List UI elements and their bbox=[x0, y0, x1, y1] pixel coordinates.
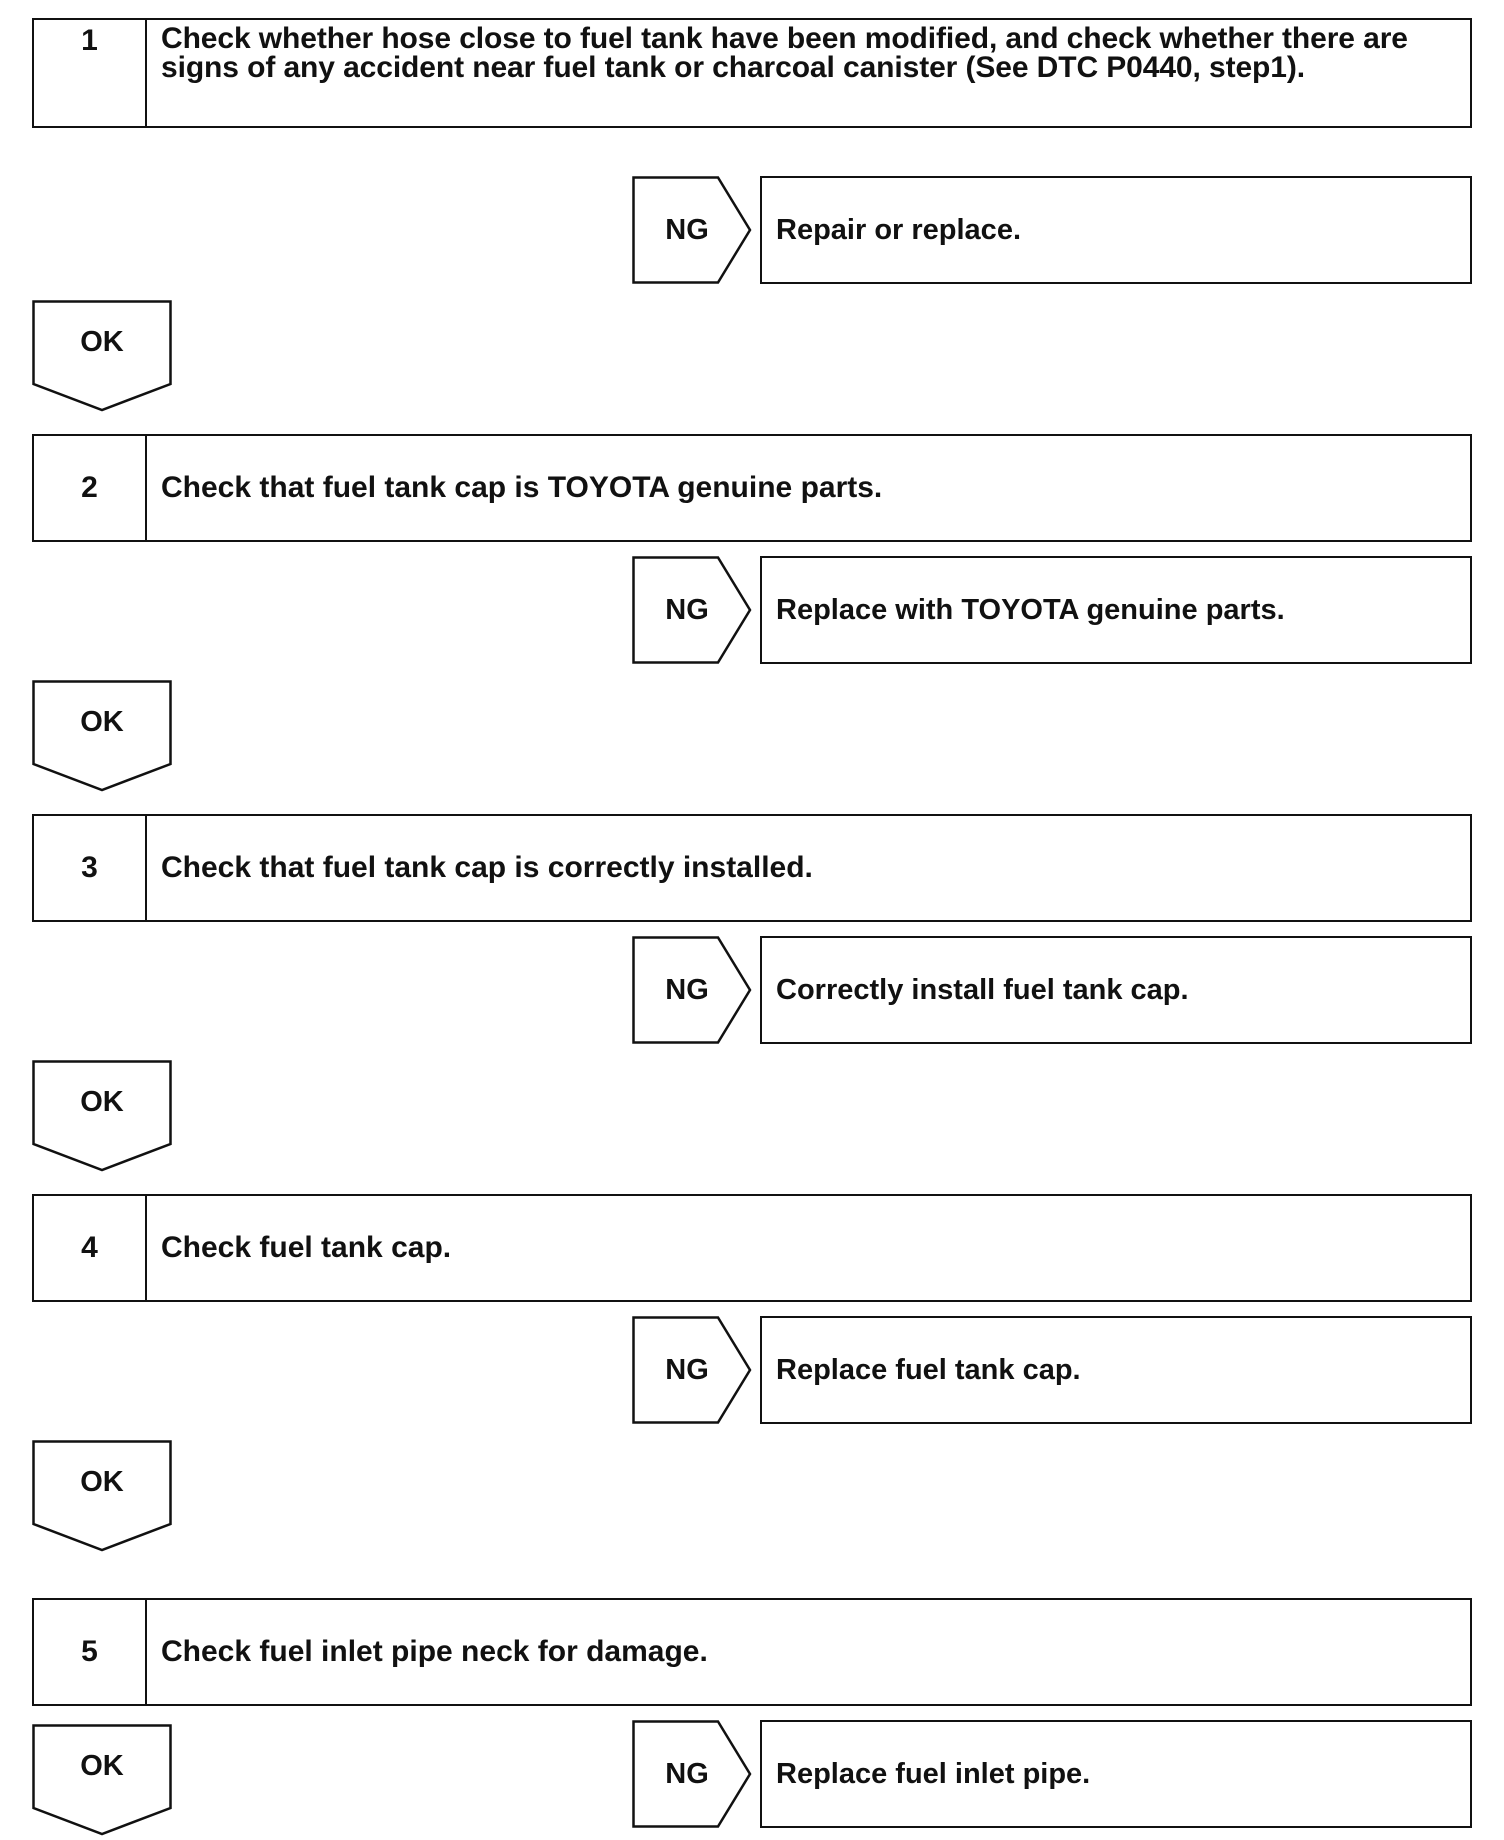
step-4-ng-tag bbox=[632, 1316, 752, 1424]
step-2-ok-tag bbox=[32, 680, 172, 792]
step-4-ok-label: OK bbox=[80, 1466, 124, 1498]
step-5-box bbox=[32, 1598, 1472, 1706]
step-2-ng-tag bbox=[632, 556, 752, 664]
step-3-box bbox=[32, 814, 1472, 922]
step-3-ng-label: NG bbox=[665, 973, 709, 1006]
step-3-ok-label: OK bbox=[80, 1086, 124, 1118]
step-3-ok-tag bbox=[32, 1060, 172, 1172]
step-5-text: Check fuel inlet pipe neck for damage. bbox=[161, 1635, 708, 1668]
step-5-ng-tag bbox=[632, 1720, 752, 1828]
step-5-ng-action: Replace fuel inlet pipe. bbox=[760, 1720, 1472, 1828]
step-1-ng-tag bbox=[632, 176, 752, 284]
step-2-ok-label: OK bbox=[80, 706, 124, 738]
step-1-ng-action: Repair or replace. bbox=[760, 176, 1472, 284]
step-3-ng-action: Correctly install fuel tank cap. bbox=[760, 936, 1472, 1044]
step-5-ok-label: OK bbox=[80, 1750, 124, 1782]
step-1-number: 1 bbox=[34, 20, 147, 126]
step-2-ng-action: Replace with TOYOTA genuine parts. bbox=[760, 556, 1472, 664]
step-1-box bbox=[32, 18, 1472, 128]
step-3-text: Check that fuel tank cap is correctly installed. bbox=[161, 851, 813, 884]
step-5-number: 5 bbox=[34, 1600, 147, 1704]
step-4-ok-tag bbox=[32, 1440, 172, 1552]
step-4-ng-label: NG bbox=[665, 1353, 709, 1386]
step-4-text: Check fuel tank cap. bbox=[161, 1231, 452, 1264]
step-4-ng-action: Replace fuel tank cap. bbox=[760, 1316, 1472, 1424]
step-4-number: 4 bbox=[34, 1196, 147, 1300]
step-5-ok-tag bbox=[32, 1724, 172, 1836]
step-1-ng-label: NG bbox=[665, 213, 709, 246]
step-3-number: 3 bbox=[34, 816, 147, 920]
step-1-text: Check whether hose close to fuel tank have been modified, and check whether there are signs of any accident near fuel tank or charcoal canister (See DTC P0440, step1). bbox=[161, 22, 1408, 84]
step-3-ng-tag bbox=[632, 936, 752, 1044]
step-2-text: Check that fuel tank cap is TOYOTA genuine parts. bbox=[161, 471, 883, 504]
step-2-ng-label: NG bbox=[665, 593, 709, 626]
step-4-box bbox=[32, 1194, 1472, 1302]
step-2-box bbox=[32, 434, 1472, 542]
step-1-ok-tag bbox=[32, 300, 172, 412]
step-2-number: 2 bbox=[34, 436, 147, 540]
step-1-ok-label: OK bbox=[80, 326, 124, 358]
step-5-ng-label: NG bbox=[665, 1757, 709, 1790]
